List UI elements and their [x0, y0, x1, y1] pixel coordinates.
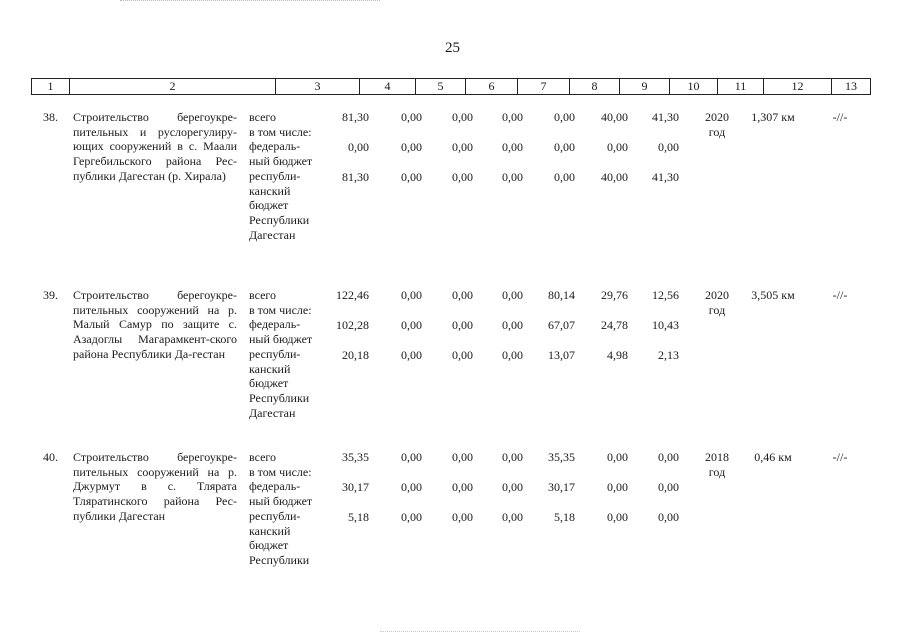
value-cell: 0,00: [502, 288, 523, 302]
value-cell: 0,00: [502, 450, 523, 464]
value-column-col4: [309, 450, 369, 540]
value-cell: 0,00: [502, 110, 523, 124]
value-cell: 0,00: [401, 288, 422, 302]
value-column-col10: [619, 110, 679, 200]
funding-line: бюджет: [249, 198, 289, 213]
length-value: 0,46 км: [754, 450, 792, 464]
value-cell: 41,30: [652, 110, 679, 124]
year-line: год: [708, 302, 726, 317]
funding-line: федераль-: [249, 317, 301, 332]
project-description: Строительство берегоукре-пительных и руслорегулиру-ющих сооружений в с. Маали Гергебильского района Рес-публики Дагестан (р. Хирала): [73, 110, 237, 183]
funding-line: федераль-: [249, 139, 301, 154]
value-cell: 80,14: [548, 288, 575, 302]
scan-artifact: [380, 631, 580, 634]
value-cell: 0,00: [452, 170, 473, 184]
value-cell: 0,00: [658, 510, 679, 524]
value-cell: 0,00: [401, 348, 422, 362]
value-cell: 40,00: [601, 170, 628, 184]
note-value: -//-: [832, 110, 848, 124]
value-cell: 0,00: [502, 480, 523, 494]
value-cell: 81,30: [342, 110, 369, 124]
length-value: 3,505 км: [751, 288, 795, 302]
value-cell: 24,78: [601, 318, 628, 332]
completion-year: [697, 288, 737, 317]
value-cell: 0,00: [401, 510, 422, 524]
value-column-col7: [463, 288, 523, 378]
value-cell: 0,00: [607, 480, 628, 494]
value-column-col4: [309, 288, 369, 378]
value-cell: 0,00: [401, 318, 422, 332]
value-column-col4: [309, 110, 369, 200]
funding-line: всего: [249, 110, 277, 124]
value-cell: 0,00: [502, 318, 523, 332]
value-cell: 0,00: [401, 140, 422, 154]
funding-line: республи-: [249, 346, 301, 361]
funding-line: в том числе:: [249, 124, 312, 139]
value-cell: 0,00: [502, 140, 523, 154]
header-cell: 13: [831, 79, 871, 94]
year-line: год: [708, 464, 726, 479]
value-cell: 0,00: [452, 510, 473, 524]
value-cell: 12,56: [652, 288, 679, 302]
header-cell: 11: [717, 79, 763, 94]
funding-line: Дагестан: [249, 227, 296, 242]
value-cell: 0,00: [401, 450, 422, 464]
value-column-col7: [463, 110, 523, 200]
year-line: 2020: [705, 110, 729, 124]
value-column-col7: [463, 450, 523, 540]
scan-artifact: [120, 0, 380, 4]
header-cell: 7: [517, 79, 569, 94]
value-cell: 0,00: [452, 450, 473, 464]
header-cell: 3: [275, 79, 359, 94]
value-cell: 0,00: [401, 170, 422, 184]
value-cell: 40,00: [601, 110, 628, 124]
funding-line: бюджет: [249, 376, 289, 391]
value-cell: 35,35: [342, 450, 369, 464]
value-cell: 0,00: [452, 348, 473, 362]
header-cell: 6: [465, 79, 517, 94]
value-cell: 0,00: [452, 110, 473, 124]
value-cell: 0,00: [658, 480, 679, 494]
header-cell: 9: [619, 79, 669, 94]
row-index: 38.: [43, 110, 58, 124]
header-cell: 4: [359, 79, 415, 94]
value-cell: 67,07: [548, 318, 575, 332]
row-index: 40.: [43, 450, 58, 464]
funding-line: ный бюджет: [249, 332, 313, 347]
funding-line: республи-: [249, 168, 301, 183]
value-cell: 0,00: [401, 480, 422, 494]
value-cell: 10,43: [652, 318, 679, 332]
project-description: Строительство берегоукре-пительных сооружений на р. Джурмут в с. Тлярата Тляратинского района Рес-публики Дагестан: [73, 450, 237, 523]
value-column-col10: [619, 450, 679, 540]
value-cell: 0,00: [452, 140, 473, 154]
length-value: 1,307 км: [751, 110, 795, 124]
funding-line: в том числе:: [249, 464, 312, 479]
value-cell: 0,00: [502, 348, 523, 362]
year-line: год: [708, 124, 726, 139]
funding-line: республи-: [249, 508, 301, 523]
header-cell: 8: [569, 79, 619, 94]
value-column-col8: [515, 450, 575, 540]
value-cell: 0,00: [452, 480, 473, 494]
funding-line: бюджет: [249, 538, 289, 553]
value-cell: 5,18: [348, 510, 369, 524]
funding-line: Республики: [249, 390, 310, 405]
header-cell: 12: [763, 79, 831, 94]
year-line: 2018: [705, 450, 729, 464]
funding-line: ный бюджет: [249, 154, 313, 169]
value-cell: 102,28: [336, 318, 369, 332]
value-cell: 30,17: [548, 480, 575, 494]
value-cell: 0,00: [554, 170, 575, 184]
value-cell: 81,30: [342, 170, 369, 184]
value-cell: 0,00: [502, 510, 523, 524]
completion-year: [697, 450, 737, 479]
funding-line: всего: [249, 450, 277, 464]
value-cell: 122,46: [336, 288, 369, 302]
value-column-col8: [515, 110, 575, 200]
funding-line: в том числе:: [249, 302, 312, 317]
page-number: 25: [445, 40, 460, 56]
value-cell: 0,00: [554, 140, 575, 154]
value-cell: 20,18: [342, 348, 369, 362]
value-cell: 2,13: [658, 348, 679, 362]
row-index: 39.: [43, 288, 58, 302]
funding-line: канский: [249, 361, 291, 376]
value-cell: 0,00: [607, 140, 628, 154]
header-cell: 2: [69, 79, 275, 94]
value-cell: 41,30: [652, 170, 679, 184]
value-cell: 5,18: [554, 510, 575, 524]
note-value: -//-: [832, 450, 848, 464]
funding-line: канский: [249, 183, 291, 198]
value-cell: 13,07: [548, 348, 575, 362]
funding-line: ный бюджет: [249, 494, 313, 509]
project-description: Строительство берегоукре-пительных сооружений на р. Малый Самур по защите с. Азадоглы Магарамкент-ского района Республики Да-гестан: [73, 288, 237, 361]
funding-line: федераль-: [249, 479, 301, 494]
funding-line: всего: [249, 288, 277, 302]
value-cell: 0,00: [452, 318, 473, 332]
funding-line: Республики: [249, 212, 310, 227]
value-cell: 0,00: [658, 140, 679, 154]
header-cell: 1: [31, 79, 69, 94]
value-cell: 0,00: [554, 110, 575, 124]
value-cell: 0,00: [607, 510, 628, 524]
table-header: [31, 78, 871, 95]
completion-year: [697, 110, 737, 139]
value-column-col10: [619, 288, 679, 378]
header-cell: 5: [415, 79, 465, 94]
value-cell: 35,35: [548, 450, 575, 464]
value-cell: 0,00: [502, 170, 523, 184]
value-column-col8: [515, 288, 575, 378]
value-cell: 0,00: [658, 450, 679, 464]
note-value: -//-: [832, 288, 848, 302]
value-cell: 30,17: [342, 480, 369, 494]
year-line: 2020: [705, 288, 729, 302]
value-cell: 0,00: [401, 110, 422, 124]
funding-line: Республики: [249, 552, 310, 567]
value-cell: 4,98: [607, 348, 628, 362]
funding-line: канский: [249, 523, 291, 538]
value-cell: 0,00: [607, 450, 628, 464]
header-cell: 10: [669, 79, 717, 94]
value-cell: 0,00: [452, 288, 473, 302]
value-cell: 0,00: [348, 140, 369, 154]
funding-line: Дагестан: [249, 405, 296, 420]
value-cell: 29,76: [601, 288, 628, 302]
